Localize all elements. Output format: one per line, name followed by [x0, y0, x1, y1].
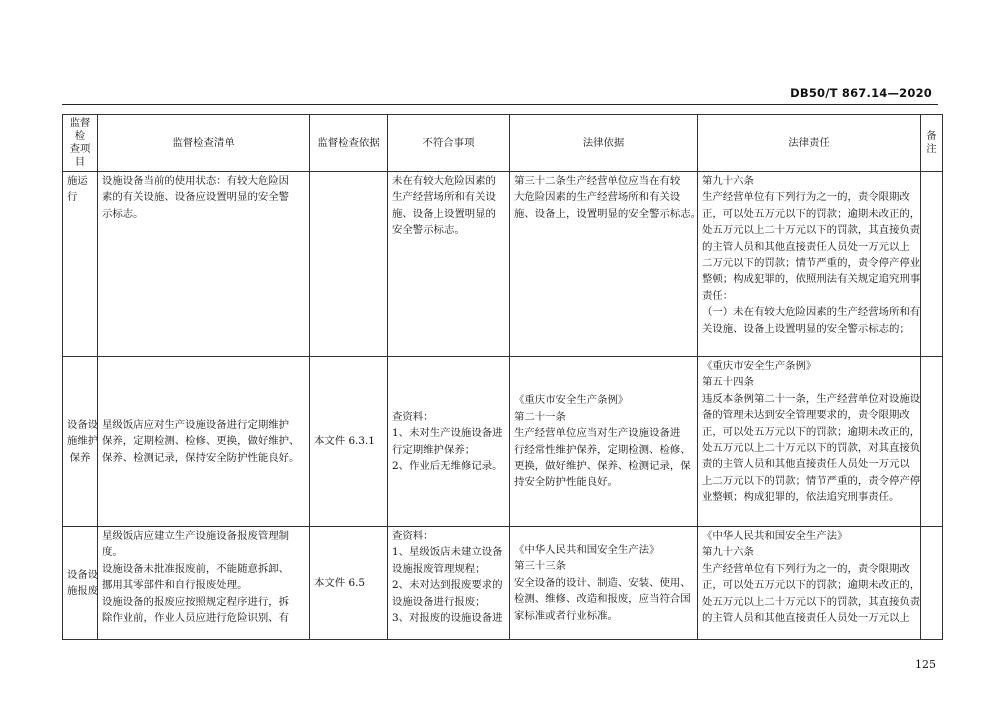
text-line: （一）未在有较大危险因素的生产经营场所和有 — [702, 306, 921, 319]
text-line: 保养、检测记录，保持安全防护性能良好。 — [102, 451, 300, 464]
table-row — [63, 357, 943, 527]
text-line: 3、对报废的设施设备进 — [392, 612, 503, 625]
text-line: 2、未对达到报废要求的 — [392, 579, 503, 592]
cell-legal-basis — [510, 527, 698, 640]
text-line: 处五万元以上二十万元以下的罚款，其直接负责 — [702, 224, 921, 237]
text-line: 设施设备的报废应按照规定程序进行，拆 — [102, 595, 290, 608]
text-line: 违反本条例第二十一条，生产经营单位对设施设 — [702, 392, 921, 405]
standard-code: DB50/T 867.14—2020 — [790, 86, 932, 100]
text-line: 行经常性维护保养，定期检测、检修、 — [514, 443, 691, 456]
text-line: 生产经营单位有下列行为之一的，责令限期改 — [702, 191, 910, 204]
text-line: 检测、维修、改造和报废，应当符合国 — [514, 593, 691, 606]
cell-legal-liability — [698, 172, 921, 357]
text-line: 设施报废管理规程； — [392, 562, 486, 575]
text-line: 《重庆市安全生产条例》 — [514, 394, 629, 407]
text-line: 设备设 — [67, 568, 99, 581]
cell-legal-basis — [510, 172, 702, 357]
text-line: 安全设备的设计、制造、安装、使用、 — [514, 576, 691, 589]
text-line: 设施设备进行报废； — [392, 595, 486, 608]
text-line: 正，可以处五万元以下的罚款；逾期未改正的， — [702, 207, 921, 220]
text-line: 处五万元以上二十万元以下的罚款，对其直接负 — [702, 442, 921, 455]
text-line: 除作业前，作业人员应进行危险识别、有 — [102, 612, 290, 625]
text-line: 设备设 — [67, 418, 99, 431]
cell-item — [63, 527, 98, 640]
text-line: 《中华人民共和国安全生产法》 — [702, 530, 848, 542]
text-line: 行定期维护保养； — [392, 443, 476, 456]
text-line: 大危险因素的生产经营场所和有关设 — [514, 191, 681, 204]
text-line: 度。 — [102, 546, 123, 559]
text-line: 第五十四条 — [702, 376, 754, 389]
col-header-basis: 监督检查依据 — [310, 115, 388, 172]
header-line: 备 — [926, 130, 937, 142]
header-line: 监督检 — [69, 117, 91, 142]
text-line: 持安全防护性能良好。 — [514, 476, 618, 489]
text-line: 查资料： — [392, 410, 434, 423]
col-header-item-text — [65, 117, 95, 169]
text-line: 责的主管人员和其他直接责任人员处一万元以 — [702, 458, 910, 471]
text-line: 施、设备上，设置明显的安全警示标志。 — [514, 207, 702, 220]
text-line: 安全警示标志。 — [392, 224, 465, 237]
table-row — [63, 172, 943, 357]
col-header-legal-basis: 法律依据 — [510, 115, 698, 172]
col-header-legal-liability: 法律责任 — [698, 115, 921, 172]
cell-basis: 本文件 6.3.1 — [310, 357, 388, 527]
text-line: 施报废 — [67, 585, 99, 597]
cell-basis: 本文件 6.5 — [310, 527, 388, 640]
text-line: 生产经营场所和有关设 — [392, 191, 496, 204]
cell-legal-basis — [510, 357, 698, 527]
text-line: 第二十一条 — [514, 410, 566, 423]
cell-checklist — [98, 172, 310, 357]
cell-checklist — [98, 357, 310, 527]
cell-item — [63, 357, 98, 527]
text-line: 保养 — [69, 451, 91, 464]
cell-basis — [310, 172, 388, 357]
text-line: 《中华人民共和国安全生产法》 — [514, 543, 660, 556]
text-line: 设施设备当前的使用状态：有较大危险因 — [102, 175, 290, 187]
col-header-checklist: 监督检查清单 — [98, 115, 310, 172]
text-line: 保养，定期检测、检修、更换，做好维护、 — [102, 435, 300, 448]
text-line: 示标志。 — [102, 207, 144, 220]
text-line: 星级饭店应对生产设施设备进行定期维护 — [102, 418, 290, 431]
cell-item: 施运行 — [63, 172, 98, 357]
text-line: 挪用其零部件和自行报废处理。 — [102, 579, 248, 592]
supervision-table — [62, 114, 943, 640]
text-line: 施维护 — [67, 435, 99, 448]
text-line: 更换，做好维护、保养、检测记录，保 — [514, 459, 691, 472]
text-line: 正，可以处五万元以下的罚款；逾期未改正的， — [702, 579, 921, 592]
text-line: 设施设备未批准报废前，不能随意拆卸、 — [102, 562, 290, 575]
cell-remark — [921, 172, 943, 357]
text-line: 第三十二条生产经营单位应当在有较 — [514, 175, 681, 187]
text-line: 责任： — [702, 289, 734, 302]
text-line: 的主管人员和其他直接责任人员处一万元以上 — [702, 240, 910, 253]
table-row — [63, 527, 943, 640]
cell-remark — [921, 527, 943, 640]
col-header-nonconformity: 不符合事项 — [388, 115, 510, 172]
text-line: 《重庆市安全生产条例》 — [702, 360, 817, 372]
text-line: 1、未对生产设施设备进 — [392, 427, 503, 440]
text-line: 上二万元以下的罚款；情节严重的，责令停产停 — [702, 474, 921, 487]
cell-checklist — [98, 527, 310, 640]
text-line: 整顿；构成犯罪的，依照刑法有关规定追究刑事 — [702, 273, 921, 286]
header-line: 查项目 — [69, 143, 91, 168]
cell-nonconformity — [388, 357, 510, 527]
text-line: 第九十六条 — [702, 175, 754, 187]
text-line: 查资料： — [392, 530, 434, 542]
text-line: 2、作业后无维修记录。 — [392, 459, 503, 472]
text-line: 1、星级饭店未建立设备 — [392, 546, 503, 559]
text-line: 业整顿；构成犯罪的，依法追究刑事责任。 — [702, 491, 900, 504]
text-line: 第三十三条 — [514, 560, 566, 573]
cell-legal-liability — [698, 527, 921, 640]
text-line: 未在有较大危险因素的 — [392, 175, 496, 187]
text-line: 第九十六条 — [702, 546, 754, 559]
text-line: 正，可以处五万元以下的罚款；逾期未改正的， — [702, 425, 921, 438]
table-header-row — [63, 115, 943, 172]
text-line: 施、设备上设置明显的 — [392, 207, 496, 220]
text-line: 家标准或者行业标准。 — [514, 609, 618, 622]
text-line: 的主管人员和其他直接责任人员处一万元以上 — [702, 612, 910, 625]
text-line: 备的管理未达到安全管理要求的，责令限期改 — [702, 409, 910, 422]
text-line: 生产经营单位有下列行为之一的，责令限期改 — [702, 562, 910, 575]
cell-nonconformity — [388, 527, 510, 640]
text-line: 处五万元以上二十万元以下的罚款，其直接负责 — [702, 595, 921, 608]
col-header-remark-text — [923, 130, 940, 156]
header-line: 注 — [926, 143, 937, 155]
header-rule — [62, 104, 938, 105]
text-line: 素的有关设施、设备应设置明显的安全警 — [102, 191, 290, 204]
cell-nonconformity — [388, 172, 510, 357]
col-header-item — [63, 115, 98, 172]
page-number: 125 — [915, 658, 936, 671]
text-line: 星级饭店应建立生产设施设备报废管理制 — [102, 530, 290, 542]
text-line: 生产经营单位应当对生产设施设备进 — [514, 427, 681, 440]
col-header-remark — [921, 115, 943, 172]
text-line: 关设施、设备上设置明显的安全警示标志的； — [702, 322, 910, 335]
text-line: 二万元以下的罚款；情节严重的，责令停产停业 — [702, 257, 921, 270]
cell-legal-liability — [698, 357, 921, 527]
cell-remark — [921, 357, 943, 527]
